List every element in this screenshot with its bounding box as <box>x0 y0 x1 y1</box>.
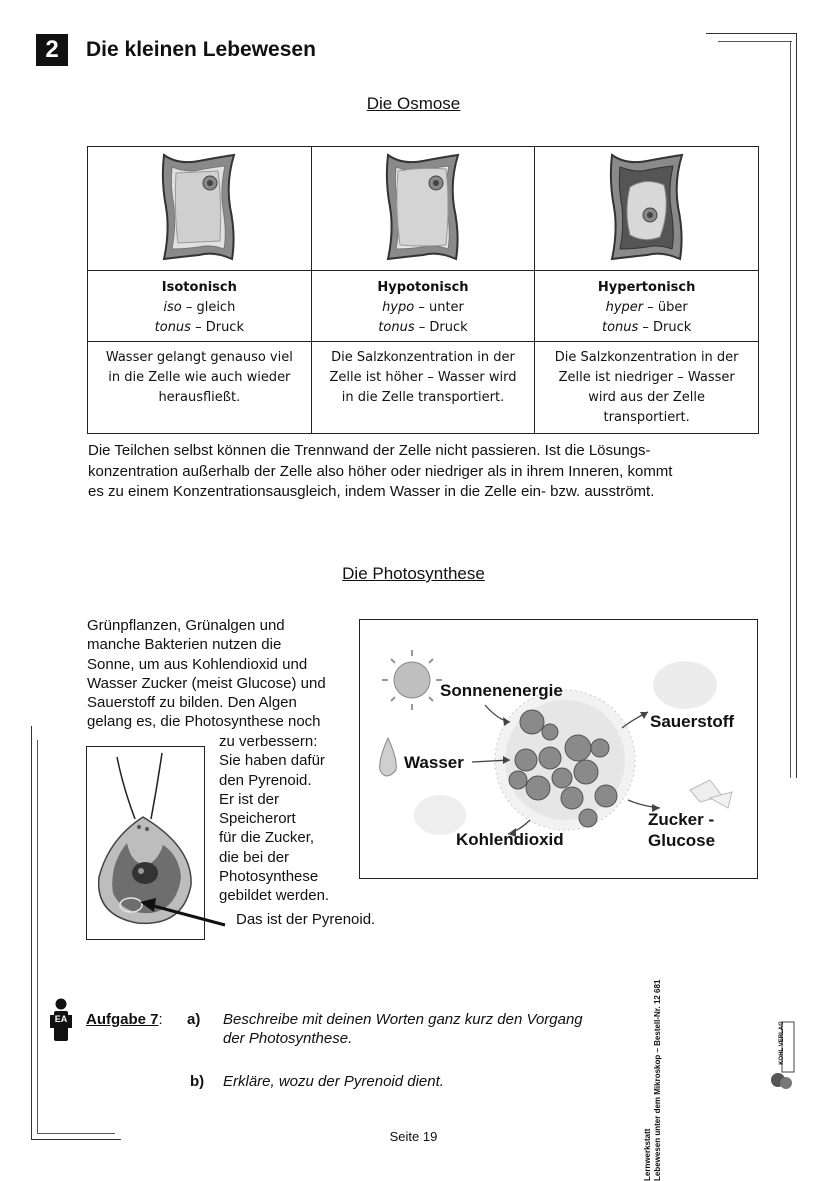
frame-line-left-inner <box>37 740 38 1133</box>
isotonic-root: tonus <box>154 320 191 335</box>
hypotonic-root-meaning: – Druck <box>414 320 468 335</box>
isotonic-prefix-meaning: – gleich <box>181 300 236 315</box>
text-line: Sauerstoff zu bilden. Den Algen <box>87 694 297 712</box>
individual-work-badge: EA <box>54 1014 68 1024</box>
frame-line-top-inner <box>718 41 792 42</box>
oxygen-label: Sauerstoff <box>650 712 735 731</box>
task-a-line1: Beschreibe mit deinen Worten ganz kurz den Vorgang <box>223 1011 583 1028</box>
text-line: Photosynthese <box>219 868 319 886</box>
photosynthesis-title: Die Photosynthese <box>342 564 485 583</box>
task-a-marker: a) <box>187 1011 201 1028</box>
hypotonic-description: Die Salzkonzentration in der Zelle ist höher – Wasser wird in die Zelle transportiert. <box>311 342 535 434</box>
frame-line-right <box>796 33 797 778</box>
frame-line-left <box>31 726 32 1140</box>
explanation-line: Die Teilchen selbst können die Trennwand der Zelle nicht passieren. Ist die Lösungs- <box>88 442 651 459</box>
osmosis-explanation <box>88 441 768 503</box>
text-line: gelang es, die Photosynthese noch <box>87 713 321 731</box>
task-a-line2: der Photosynthese. <box>223 1030 353 1047</box>
publisher-logo <box>768 1020 798 1092</box>
glucose-label-2: Glucose <box>648 831 716 850</box>
task-label-wrapper <box>86 1010 163 1031</box>
chapter-number: 2 <box>36 34 68 66</box>
water-drop-icon <box>380 738 397 776</box>
photosynthesis-diagram <box>359 619 758 879</box>
hypertonic-description: Die Salzkonzentration in der Zelle ist niedriger – Wasser wird aus der Zelle transportiert. <box>535 342 759 434</box>
hypertonic-root: tonus <box>601 320 639 335</box>
text-line: manche Bakterien nutzen die <box>87 636 282 654</box>
individual-work-icon <box>48 998 74 1042</box>
hypotonic-prefix-meaning: – unter <box>414 300 464 315</box>
order-label: Lebewesen unter dem Mikroskop – Bestell-Nr. 12 681 <box>653 979 662 1181</box>
isotonic-root-meaning: – Druck <box>190 320 244 335</box>
isotonic-label <box>88 271 312 342</box>
task-b-marker: b) <box>190 1073 205 1090</box>
water-label: Wasser <box>404 753 464 772</box>
hypotonic-name: Hypotonisch <box>377 280 469 295</box>
text-line: Sonne, um aus Kohlendioxid und <box>87 655 308 673</box>
publisher-name: KOHL VERLAG <box>779 1021 785 1065</box>
explanation-line: es zu einem Konzentrationsausgleich, indem Wasser in die Zelle ein- bzw. ausströmt. <box>88 483 655 500</box>
glucose-label-1: Zucker - <box>648 810 715 829</box>
osmosis-table <box>87 146 759 434</box>
sun-icon <box>382 650 442 710</box>
hypotonic-prefix: hypo <box>382 300 415 315</box>
text-line: für die Zucker, <box>219 829 315 847</box>
isotonic-prefix: iso <box>163 300 182 315</box>
hypertonic-cell-image <box>535 147 759 271</box>
text-line: Grünpflanzen, Grünalgen und <box>87 617 285 634</box>
photosynthesis-text-narrow <box>219 732 354 906</box>
task-label: Aufgabe 7 <box>86 1011 159 1028</box>
pyrenoid-arrow-icon <box>130 890 230 930</box>
text-line: Sie haben dafür <box>219 752 325 770</box>
carbon-dioxide-label: Kohlendioxid <box>456 830 564 849</box>
text-line: Er ist der <box>219 790 280 808</box>
hypotonic-root: tonus <box>378 320 415 335</box>
isotonic-description: Wasser gelangt genauso viel in die Zelle wie auch wieder herausfließt. <box>88 342 312 434</box>
text-line: gebildet werden. <box>219 887 330 905</box>
text-line: zu verbessern: <box>219 733 318 750</box>
osmosis-title: Die Osmose <box>366 94 461 113</box>
isotonic-name: Isotonisch <box>161 280 237 295</box>
hypotonic-label <box>311 271 535 342</box>
photosynthesis-text <box>87 616 357 732</box>
sun-energy-label: Sonnenenergie <box>440 681 563 700</box>
isotonic-cell-image <box>88 147 312 271</box>
hypertonic-name: Hypertonisch <box>597 280 696 295</box>
pyrenoid-caption: Das ist der Pyrenoid. <box>236 911 376 928</box>
hypertonic-label <box>535 271 759 342</box>
page-number: Seite 19 <box>389 1129 438 1144</box>
text-line: Speicherort <box>219 810 296 828</box>
hypotonic-cell-image <box>311 147 535 271</box>
text-line: Wasser Zucker (meist Glucose) und <box>87 674 326 692</box>
hypertonic-prefix: hyper <box>605 300 644 315</box>
frame-line-top <box>706 33 796 34</box>
hypertonic-prefix-meaning: – über <box>643 300 688 315</box>
workshop-label: Lernwerkstatt <box>643 1128 652 1181</box>
hypertonic-root-meaning: – Druck <box>638 320 692 335</box>
task-colon: : <box>158 1011 163 1028</box>
task-b-text: Erkläre, wozu der Pyrenoid dient. <box>223 1073 444 1090</box>
frame-line-right-inner <box>790 41 791 778</box>
explanation-line: konzentration außerhalb der Zelle also höher oder niedriger als in ihrem Inneren, kommt <box>88 462 673 480</box>
text-line: die bei der <box>219 848 290 866</box>
chapter-title: Die kleinen Lebewesen <box>86 38 316 61</box>
text-line: den Pyrenoid. <box>219 771 312 789</box>
